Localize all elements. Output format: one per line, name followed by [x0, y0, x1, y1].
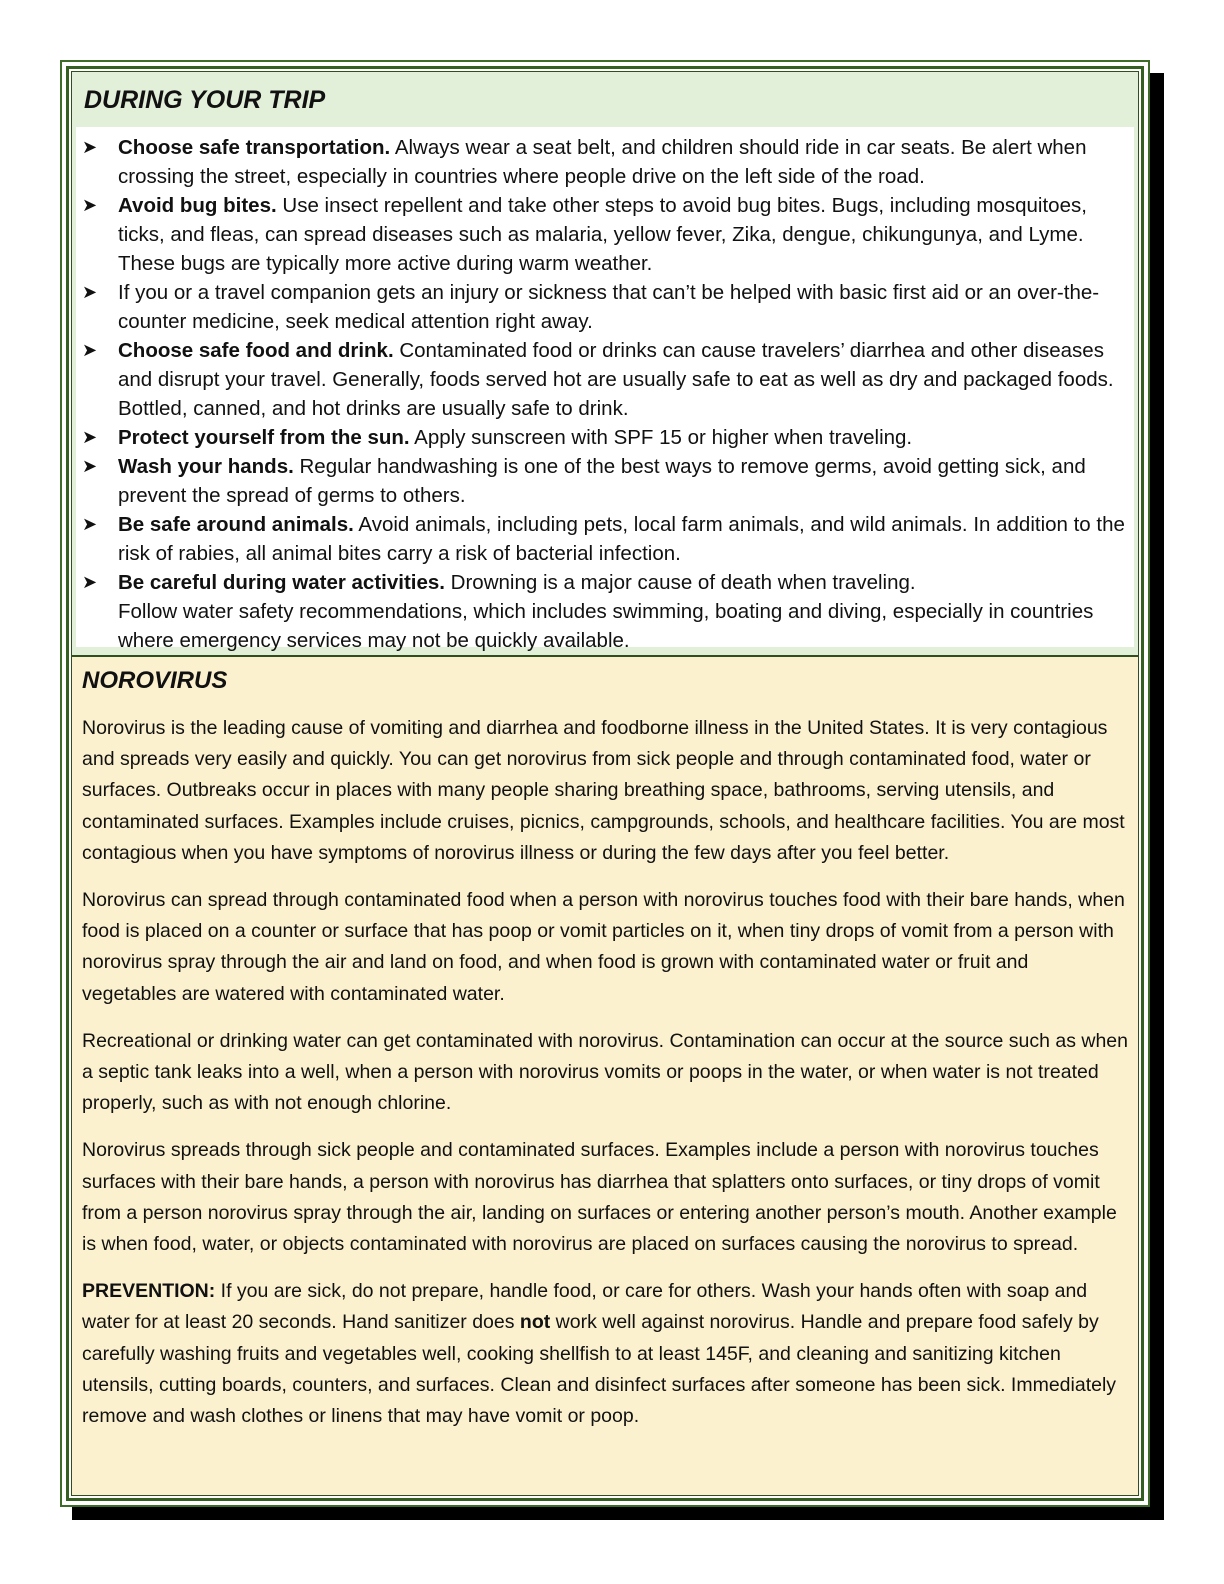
prevention-text-a: If you are sick, do not prepare, handle food, or care for others. Wash your hands often with soap and water for at least 20 seconds. Hand sanitizer does: [82, 1280, 1088, 1334]
frame-inner-border: [66, 66, 1144, 1501]
item-text: Always wear a seat belt, and children should ride in car seats. Be alert when crossing the street, especially in countries where people drive on the left side of the road.: [118, 136, 1087, 188]
norovirus-title: NOROVIRUS: [82, 667, 228, 694]
during-trip-list-box: [76, 127, 1134, 652]
item-lead: Wash your hands.: [118, 455, 294, 478]
arrow-bullet-icon: ➤: [82, 514, 98, 534]
item-lead: Be safe around animals.: [118, 513, 354, 536]
norovirus-section: [72, 657, 1138, 1495]
item-text: Contaminated food or drinks can cause travelers’ diarrhea and other diseases and disrupt your travel. Generally, foods served hot are usually safe to eat as well as dry and packaged foods. Bottled, canned, and hot drinks are usually safe to drink.: [118, 339, 1114, 420]
list-item: [76, 452, 1134, 510]
list-item: [76, 510, 1134, 568]
list-item: [76, 336, 1134, 423]
arrow-bullet-icon: ➤: [82, 282, 98, 302]
list-item: [76, 133, 1134, 191]
item-text: Use insect repellent and take other steps to avoid bug bites. Bugs, including mosquitoes, ticks, and fleas, can spread diseases such as malaria, yellow fever, Zika, dengue, chikungunya, and Lyme. These bugs are typically more active during warm weather.: [118, 194, 1087, 275]
arrow-bullet-icon: ➤: [82, 340, 98, 360]
norovirus-paragraph: Norovirus is the leading cause of vomiting and diarrhea and foodborne illness in the United States. It is very contagious and spreads very easily and quickly. You can get norovirus from sick people and through contaminated food, water or surfaces. Outbreaks occur in places with many people sharing breathing space, bathrooms, serving utensils, and contaminated surfaces. Examples include cruises, picnics, campgrounds, schools, and healthcare facilities. You are most contagious when you have symptoms of norovirus illness or during the few days after you feel better.: [82, 717, 1125, 864]
frame-content: [71, 71, 1139, 1496]
item-lead: Choose safe food and drink.: [118, 339, 394, 362]
prevention-emphasis: not: [519, 1311, 551, 1334]
item-text: Regular handwashing is one of the best ways to remove germs, avoid getting sick, and prevent the spread of germs to others.: [118, 455, 1086, 507]
list-item: [76, 568, 1134, 655]
during-trip-title: DURING YOUR TRIP: [84, 86, 326, 114]
item-text: Drowning is a major cause of death when traveling.: [444, 571, 916, 594]
norovirus-paragraph: Norovirus can spread through contaminated food when a person with norovirus touches food with their bare hands, when food is placed on a counter or surface that has poop or vomit particles on it, when tiny drops of vomit from a person with norovirus spray through the air and land on food, and when food is grown with contaminated water or fruit and vegetables are watered with contaminated water.: [82, 889, 1125, 1005]
item-lead: Avoid bug bites.: [118, 194, 277, 217]
list-item: [76, 191, 1134, 278]
arrow-bullet-icon: ➤: [82, 137, 98, 157]
arrow-bullet-icon: ➤: [82, 572, 98, 592]
prevention-label: PREVENTION:: [82, 1280, 216, 1303]
prevention-text-b: work well against norovirus. Handle and prepare food safely by carefully washing fruits and vegetables well, cooking shellfish to at least 145F, and cleaning and sanitizing kitchen utensils, cutting boards, counters, and surfaces. Clean and disinfect surfaces after someone has been sick. Immediately remove and wash clothes or linens that may have vomit or poop.: [82, 1311, 1117, 1428]
list-item: [76, 423, 1134, 452]
list-item: [76, 278, 1134, 336]
during-trip-list: [76, 127, 1134, 655]
arrow-bullet-icon: ➤: [82, 427, 98, 447]
item-lead: Be careful during water activities.: [118, 571, 445, 594]
item-text: If you or a travel companion gets an injury or sickness that can’t be helped with basic first aid or an over-the-counter medicine, seek medical attention right away.: [118, 281, 1100, 333]
during-trip-section: [72, 72, 1138, 655]
prevention-paragraph: [82, 1276, 1128, 1432]
item-text-continued: Follow water safety recommendations, which includes swimming, boating and diving, especially in countries where emergency services may not be quickly available.: [118, 600, 1094, 652]
item-text: Avoid animals, including pets, local farm animals, and wild animals. In addition to the risk of rabies, all animal bites carry a risk of bacterial infection.: [118, 513, 1125, 565]
flyer-frame: [60, 60, 1150, 1507]
arrow-bullet-icon: ➤: [82, 456, 98, 476]
item-lead: Choose safe transportation.: [118, 136, 391, 159]
norovirus-paragraph: Recreational or drinking water can get contaminated with norovirus. Contamination can occur at the source such as when a septic tank leaks into a well, when a person with norovirus vomits or poops in the water, or when water is not treated properly, such as with not enough chlorine.: [82, 1029, 1128, 1115]
item-text: Apply sunscreen with SPF 15 or higher when traveling.: [409, 426, 913, 449]
arrow-bullet-icon: ➤: [82, 195, 98, 215]
item-lead: Protect yourself from the sun.: [118, 426, 410, 449]
norovirus-paragraph: Norovirus spreads through sick people and contaminated surfaces. Examples include a person with norovirus touches surfaces with their bare hands, a person with norovirus has diarrhea that splatters onto surfaces, or tiny drops of vomit from a person norovirus spray through the air, landing on surfaces or entering another person’s mouth. Another example is when food, water, or objects contaminated with norovirus are placed on surfaces causing the norovirus to spread.: [82, 1139, 1117, 1256]
